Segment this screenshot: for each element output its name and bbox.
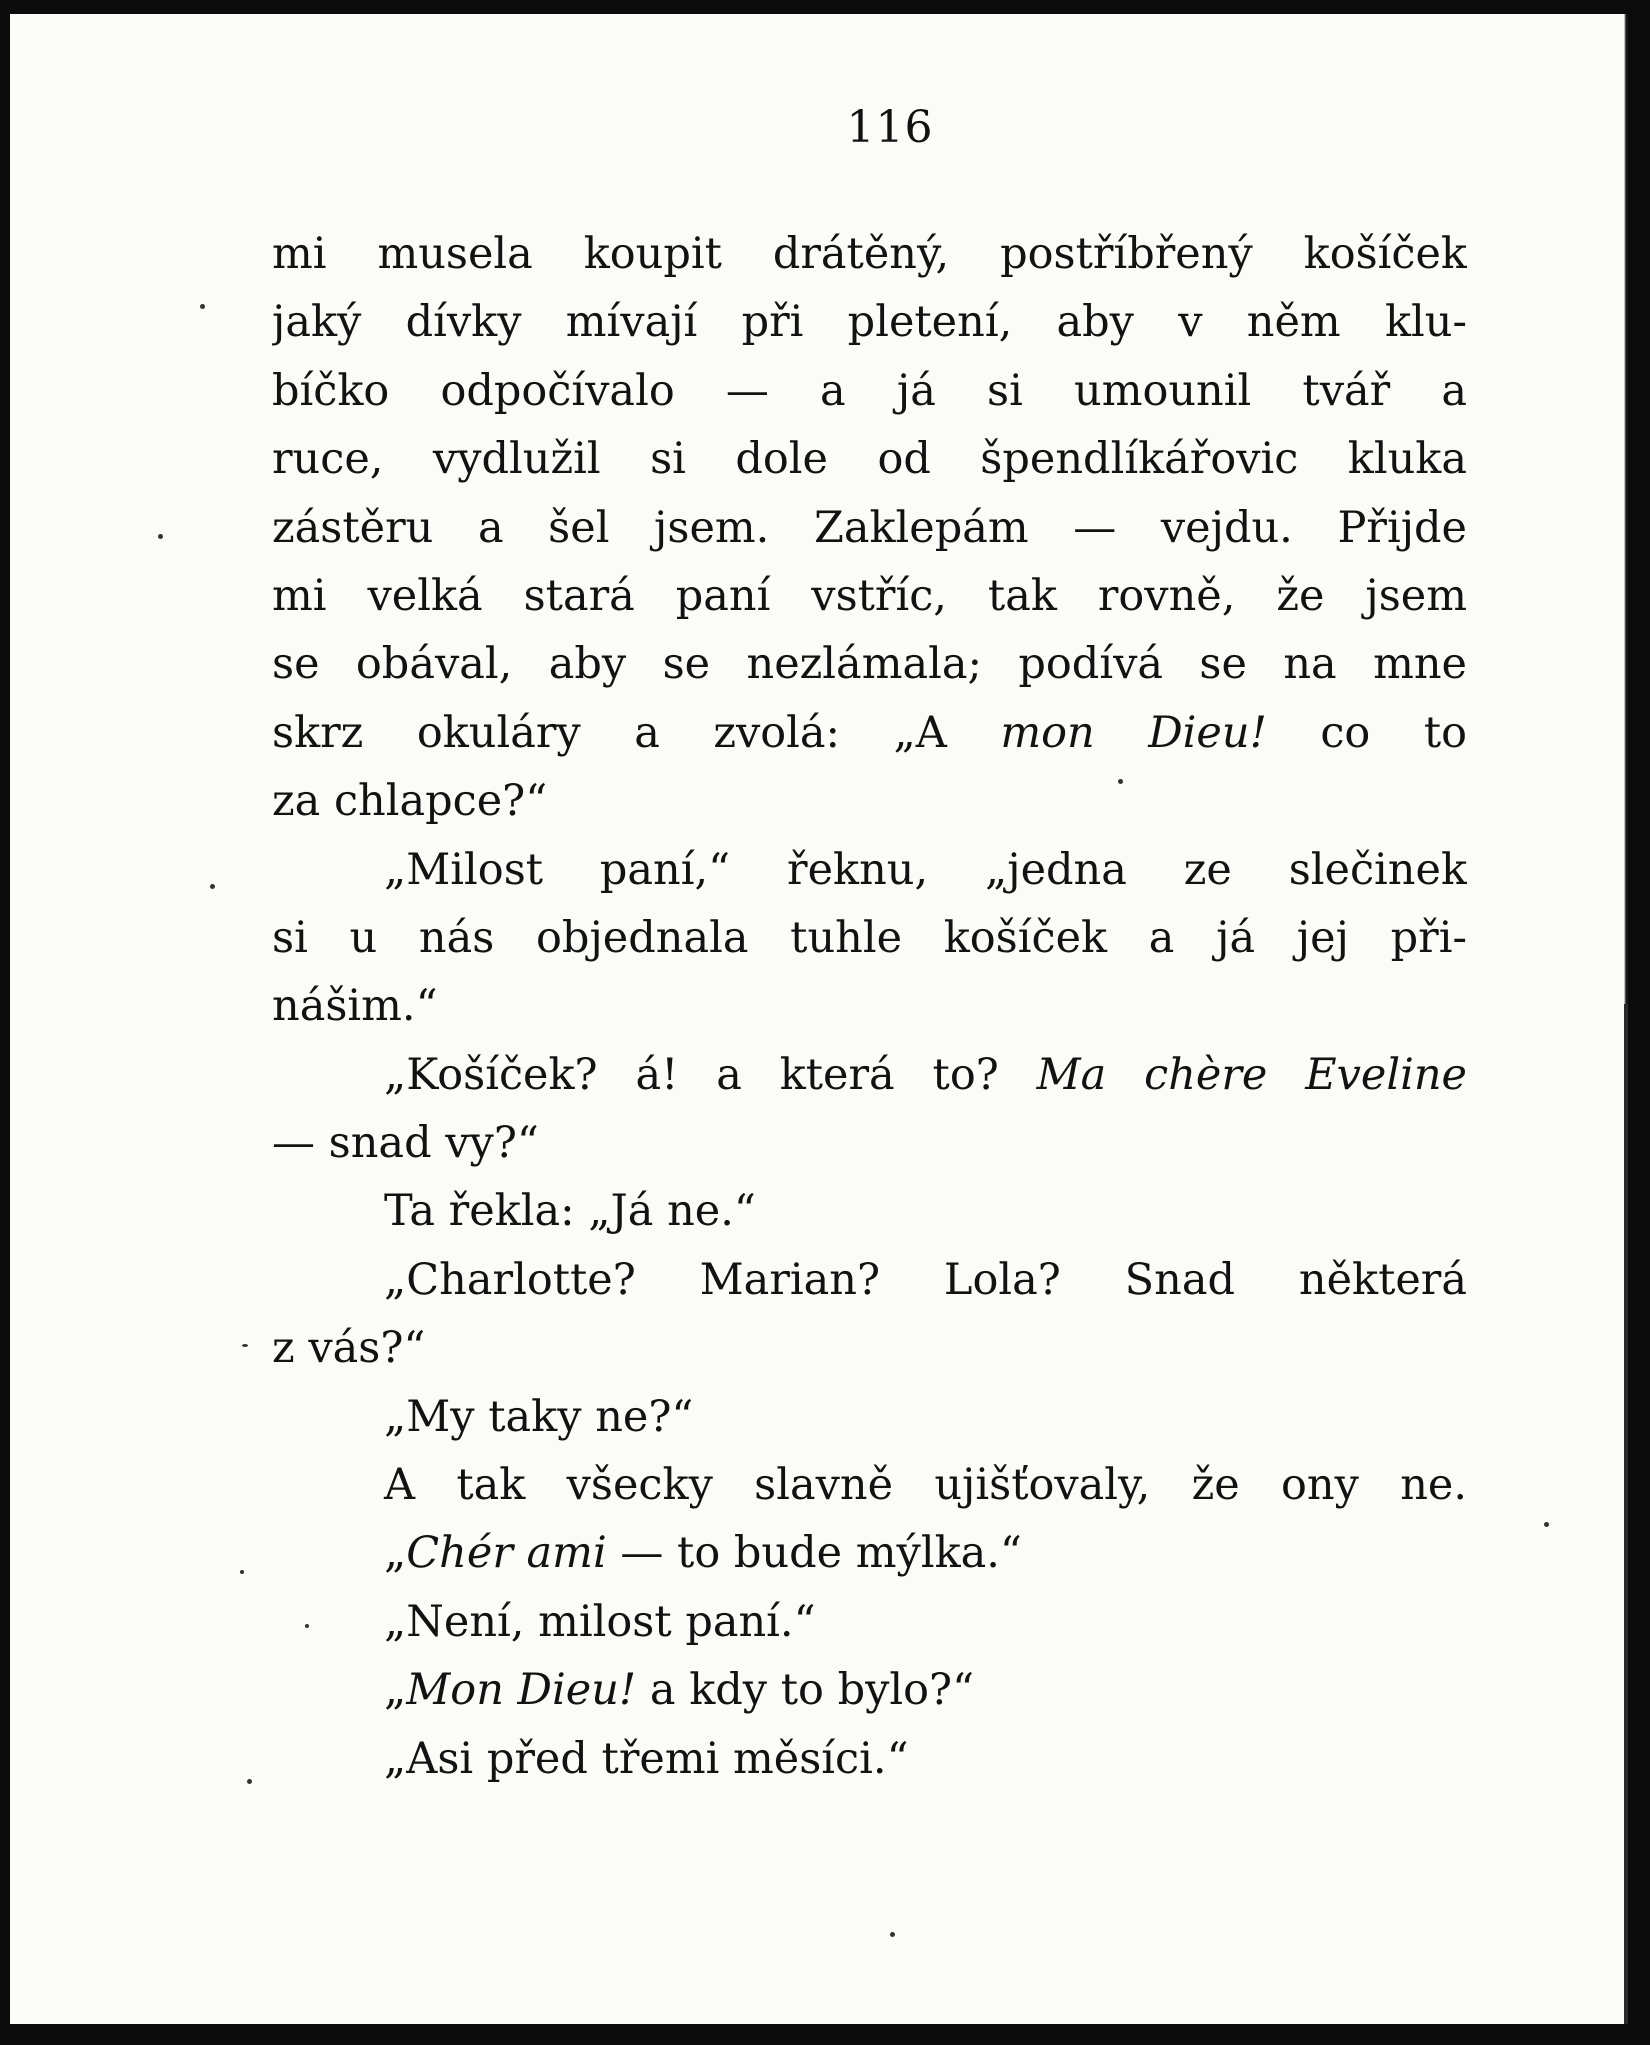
text-line: bíčko odpočívalo — a já si umounil tvář a (272, 365, 1467, 416)
text-line: A tak všecky slavně ujišťovaly, že ony ne. (384, 1460, 1467, 1511)
text-line: Ta řekla: „Já ne.“ (384, 1186, 756, 1237)
scan-speck (305, 1624, 309, 1628)
scan-speck (247, 1779, 252, 1784)
text-line (272, 1519, 1467, 1587)
text-line: „My taky ne?“ (384, 1391, 694, 1442)
text-run: — to bude mýlka.“ (606, 1528, 1022, 1579)
text-line: ruce, vydlužil si dole od špendlíkářovic kluka (272, 434, 1467, 485)
scan-speck (158, 534, 163, 539)
text-run: „ (384, 1528, 407, 1579)
text-run: a kdy to bylo?“ (636, 1665, 975, 1716)
page-number: 116 (846, 102, 934, 153)
text-line: nášim.“ (272, 981, 438, 1032)
text-line: „Charlotte? Marian? Lola? Snad některá (384, 1254, 1467, 1305)
text-line: zástěru a šel jsem. Zaklepám — vejdu. Přijde (272, 502, 1467, 553)
italic-text: Ma chère Eveline (1036, 1049, 1467, 1100)
italic-text: Mon Dieu! (406, 1665, 637, 1716)
text-line: mi musela koupit drátěný, postříbřený košíček (272, 229, 1467, 279)
body-text (272, 220, 1467, 1793)
italic-text: mon Dieu! (1000, 707, 1267, 758)
text-run: „ (384, 1665, 407, 1716)
text-line: „Není, milost paní.“ (384, 1596, 816, 1647)
text-run: skrz okuláry a zvolá: „A (272, 707, 1001, 758)
scan-speck (890, 1932, 895, 1937)
book-page (10, 14, 1628, 2024)
scan-speck (1544, 1522, 1549, 1527)
text-line (272, 1041, 1467, 1109)
text-line: „Asi před třemi měsíci.“ (384, 1733, 909, 1784)
text-line: mi velká stará paní vstříc, tak rovně, že jsem (272, 570, 1467, 621)
scan-speck (210, 884, 215, 889)
scan-speck (1118, 779, 1123, 784)
scan-speck (240, 1570, 244, 1574)
text-line: si u nás objednala tuhle košíček a já jej při- (272, 912, 1467, 963)
text-line (272, 699, 1467, 767)
text-line: — snad vy?“ (272, 1118, 539, 1169)
scan-speck (200, 304, 205, 309)
text-line (272, 1656, 1467, 1724)
text-line: za chlapce?“ (272, 776, 548, 827)
italic-text: Chér ami (406, 1528, 607, 1579)
text-line: se obával, aby se nezlámala; podívá se na mne (272, 639, 1467, 690)
scan-speck (242, 1344, 248, 1347)
text-line: z vás?“ (272, 1323, 426, 1374)
page-edge-shadow (1624, 1004, 1628, 2024)
text-run: co to (1266, 707, 1467, 758)
text-line: „Milost paní,“ řeknu, „jedna ze slečinek (384, 844, 1467, 895)
text-run: „Košíček? á! a která to? (384, 1049, 1037, 1100)
text-line: jaký dívky mívají při pletení, aby v něm klu- (272, 297, 1467, 348)
